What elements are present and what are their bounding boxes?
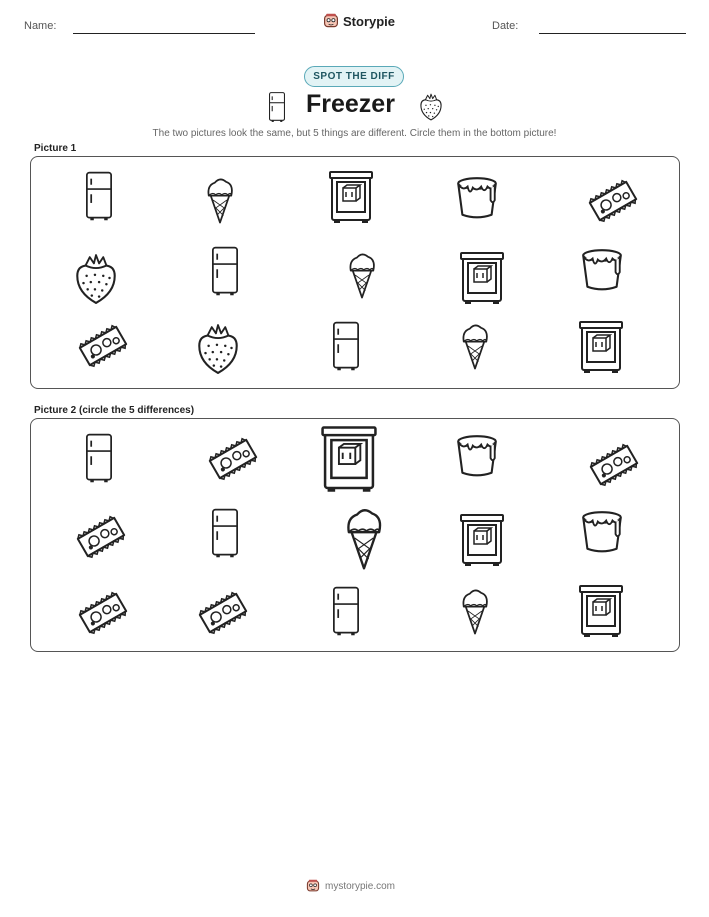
fridge-icon: [203, 245, 247, 297]
cracker-bag-icon: [585, 179, 641, 223]
strawberry-icon: [418, 93, 444, 121]
ice-cream-icon: [340, 249, 384, 301]
instructions: The two pictures look the same, but 5 things are different. Circle them in the bottom picture!: [152, 128, 557, 139]
honey-pot-icon[interactable]: [451, 431, 503, 479]
freezer-cabinet-icon[interactable]: [578, 584, 624, 638]
fridge-icon: [77, 170, 121, 222]
date-field[interactable]: [539, 33, 686, 34]
ice-cream-icon[interactable]: [331, 503, 397, 573]
fridge-icon: [265, 91, 289, 123]
footer-url[interactable]: mystorypie.com: [325, 880, 396, 892]
cracker-bag-icon: [75, 324, 131, 368]
honey-pot-icon: [451, 173, 503, 221]
freezer-cabinet-icon: [578, 320, 624, 374]
freezer-cabinet-icon: [459, 251, 505, 305]
cracker-bag-icon[interactable]: [195, 591, 251, 635]
honey-pot-icon: [576, 245, 628, 293]
honey-pot-icon[interactable]: [576, 507, 628, 555]
name-field[interactable]: [73, 33, 255, 34]
fridge-icon[interactable]: [324, 585, 368, 637]
fridge-icon: [324, 320, 368, 372]
storypie-mascot-icon: [323, 13, 339, 29]
picture2-panel[interactable]: [30, 418, 680, 652]
cracker-bag-icon[interactable]: [205, 437, 261, 481]
name-label: Name:: [24, 20, 57, 32]
storypie-mascot-icon: [306, 879, 320, 893]
cracker-bag-icon[interactable]: [586, 443, 642, 487]
picture2-label: Picture 2 (circle the 5 differences): [34, 405, 195, 416]
fridge-icon[interactable]: [77, 432, 121, 484]
brand-name: Storypie: [343, 13, 396, 29]
fridge-icon[interactable]: [203, 507, 247, 559]
date-label: Date:: [492, 20, 519, 32]
cracker-bag-icon[interactable]: [73, 515, 129, 559]
cracker-bag-icon[interactable]: [75, 591, 131, 635]
page-title: Freezer: [306, 90, 395, 118]
strawberry-icon: [73, 253, 119, 305]
ice-cream-icon: [453, 320, 497, 372]
brand-logo: [323, 13, 395, 29]
freezer-cabinet-icon[interactable]: [459, 513, 505, 567]
freezer-cabinet-icon: [328, 170, 374, 224]
footer: [306, 879, 395, 893]
worksheet-type-badge: SPOT THE DIFF: [304, 66, 404, 87]
picture1-panel: [30, 156, 680, 389]
picture1-label: Picture 1: [34, 143, 77, 154]
strawberry-icon: [195, 323, 241, 375]
freezer-cabinet-icon[interactable]: [317, 425, 381, 493]
ice-cream-icon: [198, 174, 242, 226]
ice-cream-icon[interactable]: [453, 585, 497, 637]
